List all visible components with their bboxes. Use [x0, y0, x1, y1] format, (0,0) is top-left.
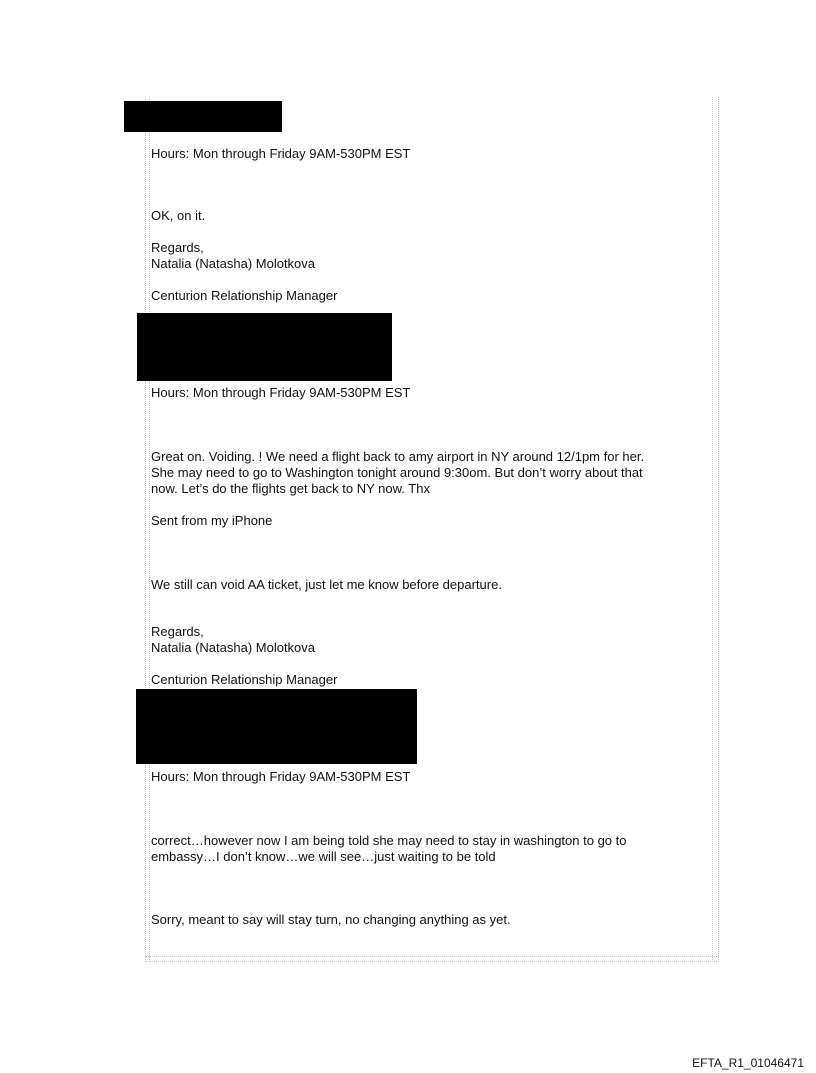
redaction-box [137, 313, 392, 381]
signature-title: Centurion Relationship Manager [151, 672, 338, 687]
hours-line: Hours: Mon through Friday 9AM-530PM EST [151, 769, 411, 784]
document-frame-left [145, 97, 150, 962]
reply-text: Sorry, meant to say will stay turn, no changing anything as yet. [151, 912, 511, 927]
document-frame-right [712, 97, 719, 962]
redaction-box [124, 101, 282, 132]
bates-number: EFTA_R1_01046471 [692, 1056, 804, 1070]
redaction-box [136, 689, 417, 764]
hours-line: Hours: Mon through Friday 9AM-530PM EST [151, 146, 411, 161]
signature-regards: Regards, [151, 240, 204, 255]
signature-regards: Regards, [151, 624, 204, 639]
sent-from-line: Sent from my iPhone [151, 513, 273, 528]
hours-line: Hours: Mon through Friday 9AM-530PM EST [151, 385, 411, 400]
message-line: now. Let’s do the flights get back to NY now. Thx [151, 481, 430, 496]
message-line: correct…however now I am being told she may need to stay in washington to go to [151, 833, 627, 848]
reply-text: OK, on it. [151, 208, 206, 223]
signature-name: Natalia (Natasha) Molotkova [151, 256, 316, 271]
message-line: Great on. Voiding. ! We need a flight back to amy airport in NY around 12/1pm for her. [151, 449, 645, 464]
reply-text: We still can void AA ticket, just let me know before departure. [151, 577, 502, 592]
message-line: embassy…I don’t know…we will see…just waiting to be told [151, 849, 496, 864]
document-frame-bottom [145, 956, 719, 962]
signature-title: Centurion Relationship Manager [151, 288, 338, 303]
signature-name: Natalia (Natasha) Molotkova [151, 640, 316, 655]
message-line: She may need to go to Washington tonight around 9:30om. But don’t worry about that [151, 465, 643, 480]
